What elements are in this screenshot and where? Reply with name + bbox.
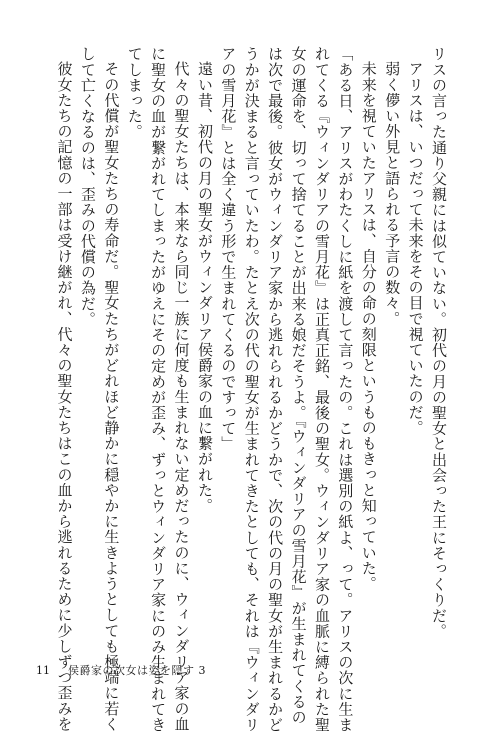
text-line: 「ある日、アリスがわたくしに紙を渡して言ったの。これは選別の紙よ、って。アリスの次に生ま [336,46,355,732]
book-title: 侯爵家の次女は姿を隠す 3 [68,664,206,677]
text-line: 遠い昔、初代の月の聖女がウィンダリア侯爵家の血に繋がれた。 [195,61,214,514]
text-line: 女の運命を、切って捨てることが出来る娘だそうよ。『ウィンダリアの雪月花』が生まれてくるの [289,46,308,725]
text-line: アリスは、いつだって未来をその目で視ていたのだ。 [406,61,425,436]
text-line: うかが決まると言っていたわ。たとえ次の代の聖女が生まれてきたとしても、それは『ウィンダリ [242,46,261,732]
text-line: その代償が聖女たちの寿命だ。聖女たちがどれほど静かに穏やかに生きようとしても極端に若く [102,61,121,732]
text-line: 代々の聖女たちは、本来なら同じ一族に何度も生まれない定めだったのに、ウィンダリア家の血 [172,61,191,732]
text-line: は次で最後。彼女がウィンダリア家から逃れられるかどうかで、次の代の月の聖女が生まれるかど [266,46,285,732]
text-line: 未来を視ていたアリスは、自分の命の刻限というものもきっと知っていた。 [359,61,378,592]
text-line: 彼女たちの記憶の一部は受け継がれ、代々の聖女たちはこの血から逃れるために少しずつ歪みを [55,61,74,732]
text-line: アの雪月花』とは全く違う形で生まれてくるのですって」 [219,46,238,452]
page-number: 11 [36,664,50,677]
page-footer [36,662,206,678]
text-line: に聖女の血が繋がれてしまったがゆえにその定めが歪み、ずっとウィンダリア家にのみ生まれてき [149,46,168,732]
text-line: 弱く儚い外見と語られる予言の数々。 [383,61,402,327]
text-line: リスの言った通り父親には似ていない。初代の月の聖女と出会った王にそっくりだ。 [430,46,448,639]
text-line: れてくる『ウィンダリアの雪月花』は正真正銘、最後の聖女。ウィンダリア家の血脈に縛られた聖 [312,46,331,732]
text-line: して亡くなるのは、歪みの代償の為だ。 [78,46,97,327]
text-line: てしまった。 [125,46,144,140]
